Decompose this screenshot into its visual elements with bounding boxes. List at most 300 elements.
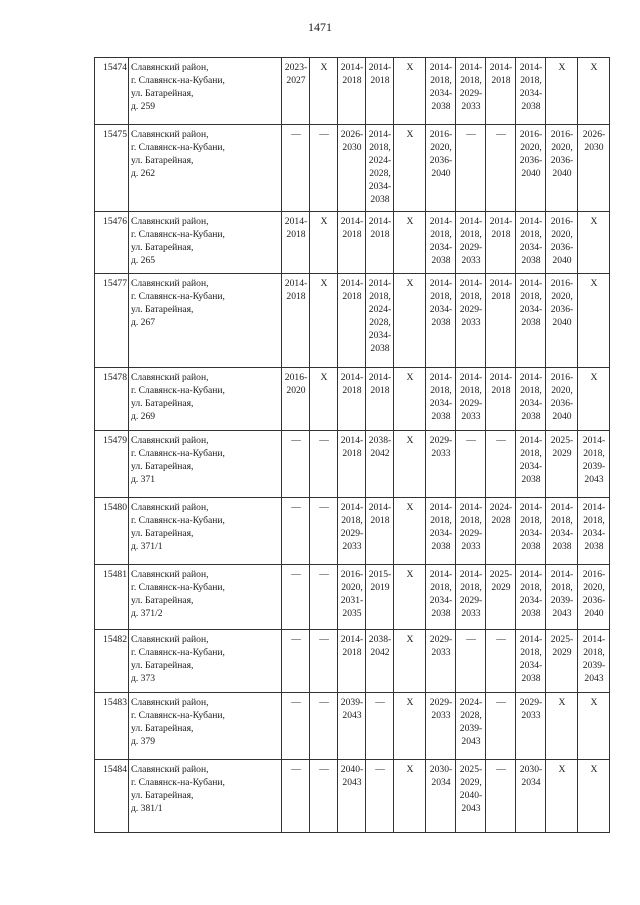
period-line: 2014- [459, 216, 483, 227]
address-line: Славянский район, [131, 569, 209, 580]
period-line: 2018, [520, 647, 542, 658]
period-cell [546, 274, 578, 368]
period-line: 2018 [286, 291, 306, 302]
period-line: 2034- [519, 304, 543, 315]
period-line: 2018, [460, 515, 482, 526]
period-cell [366, 693, 394, 760]
period-line: 2033 [461, 317, 481, 328]
period-line: 2033 [521, 710, 541, 721]
period-cell [486, 431, 516, 498]
period-line: 2025- [550, 435, 574, 446]
period-line: 2024- [368, 155, 392, 166]
period-line: 2018, [430, 515, 452, 526]
period-cell [366, 125, 394, 212]
period-line: 2030 [342, 142, 362, 153]
period-cell [456, 565, 486, 630]
period-cell [426, 368, 456, 431]
address-cell [129, 431, 282, 498]
period-cell [310, 565, 338, 630]
period-line: X [558, 697, 566, 708]
period-line: 2016- [550, 216, 574, 227]
period-line: 2029 [552, 647, 572, 658]
period-line: 2040- [340, 764, 364, 775]
period-line: — [319, 569, 329, 580]
period-cell [516, 760, 546, 833]
period-line: — [291, 697, 301, 708]
period-line: 2029- [429, 435, 453, 446]
period-line: 2014- [459, 372, 483, 383]
period-line: 2028, [369, 168, 391, 179]
period-line: 2018 [491, 385, 511, 396]
period-cell [578, 274, 610, 368]
period-cell [394, 760, 426, 833]
period-line: X [558, 62, 566, 73]
period-line: — [496, 764, 506, 775]
period-line: 2043 [342, 710, 362, 721]
period-line: 2030 [584, 142, 604, 153]
table-row [95, 498, 610, 565]
period-line: 2029 [552, 448, 572, 459]
period-line: 2018 [370, 229, 390, 240]
period-line: 2033 [461, 608, 481, 619]
period-cell [456, 125, 486, 212]
period-line: 2039- [550, 595, 574, 606]
period-line: 2014- [368, 62, 392, 73]
period-line: 2034- [429, 528, 453, 539]
period-line: 2038 [521, 411, 541, 422]
period-line: 2014- [429, 278, 453, 289]
period-line: X [590, 62, 598, 73]
period-line: 2034- [368, 330, 392, 341]
period-cell [338, 368, 366, 431]
address-line: Славянский район, [131, 435, 209, 446]
period-cell [578, 630, 610, 693]
period-cell [426, 630, 456, 693]
address-line: г. Славянск-на-Кубани, [131, 710, 225, 721]
period-line: X [590, 697, 598, 708]
address-line: г. Славянск-на-Кубани, [131, 647, 225, 658]
address-line: г. Славянск-на-Кубани, [131, 385, 225, 396]
period-cell [282, 125, 310, 212]
address-cell [129, 630, 282, 693]
period-cell [282, 368, 310, 431]
period-line: 2014- [429, 502, 453, 513]
period-line: 2018 [370, 385, 390, 396]
period-line: — [319, 435, 329, 446]
period-cell [394, 368, 426, 431]
address-line: ул. Батарейная, [131, 595, 194, 606]
address-line: д. 259 [131, 101, 156, 112]
period-line: 2034- [519, 398, 543, 409]
period-line: 2038 [521, 255, 541, 266]
record-number: 15483 [95, 693, 129, 760]
table-body [95, 58, 610, 833]
period-line: X [406, 697, 414, 708]
period-line: 2014- [489, 372, 513, 383]
period-line: 2040 [552, 255, 572, 266]
period-line: — [466, 634, 476, 645]
period-line: — [319, 764, 329, 775]
record-number: 15484 [95, 760, 129, 833]
table-row [95, 368, 610, 431]
period-line: 2018 [491, 291, 511, 302]
period-line: — [496, 634, 506, 645]
period-cell [394, 125, 426, 212]
period-line: 2018, [430, 582, 452, 593]
period-line: 2018, [551, 515, 573, 526]
period-line: 2014- [489, 62, 513, 73]
period-line: 2038 [370, 343, 390, 354]
period-line: 2024- [489, 502, 513, 513]
period-line: 2034- [582, 528, 606, 539]
period-cell [282, 212, 310, 274]
period-line: 2019 [370, 582, 390, 593]
period-line: 2014- [550, 569, 574, 580]
address-cell [129, 212, 282, 274]
period-cell [486, 58, 516, 125]
period-line: 2014- [582, 435, 606, 446]
period-line: X [320, 216, 328, 227]
period-line: 2014- [429, 62, 453, 73]
period-line: — [291, 634, 301, 645]
period-line: 2020, [551, 291, 573, 302]
period-line: 2024- [459, 697, 483, 708]
period-cell [394, 498, 426, 565]
period-line: 2014- [284, 278, 308, 289]
period-line: 2029- [519, 697, 543, 708]
period-cell [546, 125, 578, 212]
period-line: 2020, [551, 385, 573, 396]
period-line: 2014- [519, 435, 543, 446]
period-line: 2018, [430, 75, 452, 86]
address-cell [129, 760, 282, 833]
period-line: 2029- [459, 595, 483, 606]
period-line: 2038 [584, 541, 604, 552]
period-line: 2018 [342, 75, 362, 86]
period-line: 2020, [551, 229, 573, 240]
period-line: 2014- [340, 372, 364, 383]
period-line: 2033 [431, 448, 451, 459]
period-cell [516, 274, 546, 368]
period-line: X [320, 62, 328, 73]
address-line: г. Славянск-на-Кубани, [131, 582, 225, 593]
period-line: 2018, [460, 291, 482, 302]
address-line: д. 371/2 [131, 608, 163, 619]
period-line: 2018, [551, 582, 573, 593]
period-line: 2028, [460, 710, 482, 721]
address-line: Славянский район, [131, 697, 209, 708]
period-line: 2038 [521, 474, 541, 485]
period-line: 2036- [519, 155, 543, 166]
address-line: г. Славянск-на-Кубани, [131, 777, 225, 788]
period-cell [310, 760, 338, 833]
period-line: 2018, [520, 582, 542, 593]
period-line: 2023- [284, 62, 308, 73]
period-line: 2036- [582, 595, 606, 606]
period-line: 2042 [370, 647, 390, 658]
address-line: д. 267 [131, 317, 156, 328]
period-line: 2038 [521, 101, 541, 112]
period-line: 2020, [583, 582, 605, 593]
period-line: 2014- [519, 216, 543, 227]
period-line: 2034- [429, 242, 453, 253]
period-cell [338, 498, 366, 565]
record-number: 15475 [95, 125, 129, 212]
period-line: 2034- [519, 461, 543, 472]
period-cell [282, 498, 310, 565]
period-line: 2036- [550, 242, 574, 253]
period-cell [516, 212, 546, 274]
period-line: X [558, 764, 566, 775]
period-cell [338, 630, 366, 693]
period-line: 2031- [340, 595, 364, 606]
period-line: 2014- [489, 216, 513, 227]
period-cell [394, 58, 426, 125]
period-cell [310, 693, 338, 760]
period-line: 2039- [459, 723, 483, 734]
address-line: Славянский район, [131, 129, 209, 140]
address-line: д. 371 [131, 474, 156, 485]
period-line: 2014- [459, 569, 483, 580]
table-row [95, 212, 610, 274]
period-line: 2018, [520, 448, 542, 459]
period-line: 2018, [430, 385, 452, 396]
period-line: 2014- [429, 569, 453, 580]
period-line: 2014- [368, 502, 392, 513]
period-line: 2018 [342, 291, 362, 302]
period-cell [310, 212, 338, 274]
period-line: 2036- [550, 155, 574, 166]
period-line: 2033 [461, 411, 481, 422]
period-cell [282, 565, 310, 630]
period-line: 2029- [340, 528, 364, 539]
period-cell [486, 368, 516, 431]
period-line: 2036- [429, 155, 453, 166]
period-line: 2038 [521, 608, 541, 619]
period-cell [366, 431, 394, 498]
address-line: г. Славянск-на-Кубани, [131, 75, 225, 86]
period-line: 2014- [519, 634, 543, 645]
period-line: 2027 [286, 75, 306, 86]
period-cell [578, 760, 610, 833]
period-cell [546, 368, 578, 431]
period-line: 2040 [552, 168, 572, 179]
period-cell [282, 274, 310, 368]
period-line: 2014- [284, 216, 308, 227]
period-line: X [590, 372, 598, 383]
period-line: 2038- [368, 634, 392, 645]
period-cell [516, 498, 546, 565]
record-number: 15478 [95, 368, 129, 431]
period-line: 2018, [460, 582, 482, 593]
period-line: — [375, 764, 385, 775]
period-line: 2020, [430, 142, 452, 153]
address-line: Славянский район, [131, 764, 209, 775]
period-line: 2043 [584, 474, 604, 485]
period-cell [426, 693, 456, 760]
record-number: 15479 [95, 431, 129, 498]
table-row [95, 125, 610, 212]
period-line: X [590, 764, 598, 775]
period-line: 2029- [429, 697, 453, 708]
address-line: д. 379 [131, 736, 156, 747]
period-line: 2034- [519, 660, 543, 671]
period-cell [394, 693, 426, 760]
period-line: 2014- [459, 278, 483, 289]
period-cell [516, 565, 546, 630]
period-line: — [291, 129, 301, 140]
period-line: 2043 [461, 736, 481, 747]
period-line: 2018, [583, 647, 605, 658]
period-line: 2016- [429, 129, 453, 140]
period-line: 2034 [431, 777, 451, 788]
period-line: 2029 [491, 582, 511, 593]
period-line: 2014- [340, 435, 364, 446]
period-line: 2014- [489, 278, 513, 289]
period-line: — [291, 764, 301, 775]
address-cell [129, 58, 282, 125]
period-cell [366, 565, 394, 630]
period-line: 2014- [368, 216, 392, 227]
period-line: 2034- [550, 528, 574, 539]
period-line: 2043 [342, 777, 362, 788]
address-line: г. Славянск-на-Кубани, [131, 291, 225, 302]
period-line: 2018 [342, 647, 362, 658]
period-line: 2035 [342, 608, 362, 619]
address-line: ул. Батарейная, [131, 461, 194, 472]
period-line: 2034- [429, 304, 453, 315]
period-line: 2040 [552, 411, 572, 422]
period-line: 2014- [368, 129, 392, 140]
period-line: 2018 [370, 515, 390, 526]
address-line: Славянский район, [131, 278, 209, 289]
period-line: 2038 [521, 541, 541, 552]
period-line: 2025- [550, 634, 574, 645]
period-line: 2014- [368, 278, 392, 289]
period-line: 2034- [429, 595, 453, 606]
period-cell [310, 125, 338, 212]
period-cell [426, 274, 456, 368]
period-line: 2018, [430, 291, 452, 302]
table-row [95, 58, 610, 125]
period-cell [394, 274, 426, 368]
period-line: X [406, 569, 414, 580]
period-line: X [406, 129, 414, 140]
period-cell [338, 58, 366, 125]
period-line: 2040 [584, 608, 604, 619]
period-line: 2018, [460, 385, 482, 396]
period-line: X [406, 62, 414, 73]
period-line: 2018, [369, 142, 391, 153]
period-line: 2038 [552, 541, 572, 552]
period-line: 2016- [519, 129, 543, 140]
address-cell [129, 368, 282, 431]
period-cell [578, 125, 610, 212]
period-line: 2014- [429, 216, 453, 227]
period-line: 2038 [521, 673, 541, 684]
period-line: X [590, 216, 598, 227]
period-line: 2018, [520, 75, 542, 86]
period-cell [426, 565, 456, 630]
period-line: 2018 [491, 75, 511, 86]
address-line: ул. Батарейная, [131, 723, 194, 734]
period-line: 2014- [340, 634, 364, 645]
period-cell [578, 368, 610, 431]
period-line: 2016- [284, 372, 308, 383]
period-line: X [590, 278, 598, 289]
period-line: 2018, [520, 291, 542, 302]
period-line: 2030- [429, 764, 453, 775]
period-line: 2026- [340, 129, 364, 140]
period-cell [456, 274, 486, 368]
period-cell [456, 498, 486, 565]
period-cell [394, 565, 426, 630]
period-line: 2038- [368, 435, 392, 446]
period-line: 2028, [369, 317, 391, 328]
period-cell [516, 630, 546, 693]
register-table [94, 57, 610, 833]
period-cell [282, 630, 310, 693]
period-line: 2034- [519, 595, 543, 606]
period-cell [310, 630, 338, 693]
period-line: 2018, [583, 448, 605, 459]
period-cell [366, 274, 394, 368]
period-cell [338, 760, 366, 833]
period-line: 2034 [521, 777, 541, 788]
address-line: ул. Батарейная, [131, 88, 194, 99]
period-cell [516, 368, 546, 431]
period-cell [426, 431, 456, 498]
period-line: 2014- [519, 372, 543, 383]
period-cell [546, 565, 578, 630]
record-number: 15481 [95, 565, 129, 630]
period-cell [282, 693, 310, 760]
period-line: 2014- [340, 502, 364, 513]
address-cell [129, 125, 282, 212]
period-line: 2034- [519, 242, 543, 253]
period-line: X [406, 634, 414, 645]
period-line: 2018, [341, 515, 363, 526]
period-cell [394, 431, 426, 498]
period-cell [486, 760, 516, 833]
period-cell [310, 498, 338, 565]
period-cell [456, 212, 486, 274]
period-line: 2016- [582, 569, 606, 580]
period-line: 2014- [519, 502, 543, 513]
period-line: — [466, 435, 476, 446]
period-line: 2014- [340, 278, 364, 289]
period-line: 2020 [286, 385, 306, 396]
period-cell [366, 58, 394, 125]
period-line: — [319, 129, 329, 140]
period-line: 2014- [550, 502, 574, 513]
period-line: X [406, 435, 414, 446]
period-cell [486, 693, 516, 760]
period-line: 2034- [368, 181, 392, 192]
period-cell [516, 58, 546, 125]
period-line: X [406, 278, 414, 289]
period-cell [282, 58, 310, 125]
period-line: 2018 [370, 75, 390, 86]
address-line: д. 262 [131, 168, 156, 179]
table-row [95, 431, 610, 498]
period-line: 2014- [459, 62, 483, 73]
period-line: 2014- [582, 634, 606, 645]
period-line: — [291, 569, 301, 580]
period-cell [578, 498, 610, 565]
period-line: — [466, 129, 476, 140]
address-line: д. 265 [131, 255, 156, 266]
